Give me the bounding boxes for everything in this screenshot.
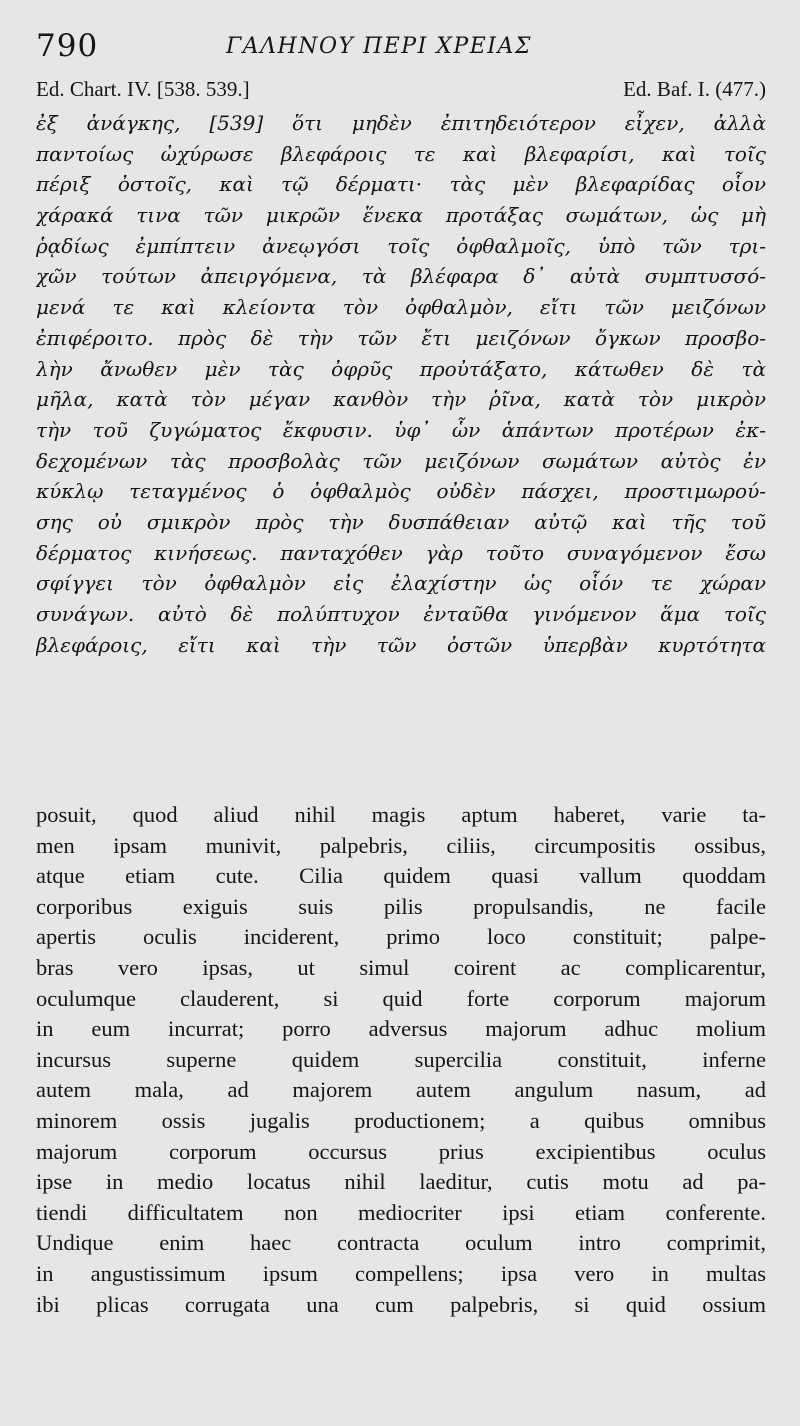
greek-line: χάρακά τινα τῶν μικρῶν ἕνεκα προτάξας σωμάτων, ὡς μὴ <box>36 203 766 228</box>
greek-line: μῆλα, κατὰ τὸν μέγαν κανθὸν τὴν ῥῖνα, κατὰ τὸν μικρὸν <box>36 387 766 412</box>
latin-line: posuit, quod aliud nihil magis aptum haberet, varie ta- <box>36 802 766 827</box>
page-header <box>36 28 766 68</box>
latin-text <box>36 800 766 1320</box>
latin-line: in eum incurrat; porro adversus majorum adhuc molium <box>36 1016 766 1042</box>
greek-line: κύκλῳ τεταγμένος ὁ ὀφθαλμὸς οὐδὲν πάσχει, προστιμωρού- <box>36 479 766 504</box>
greek-line: λὴν ἄνωθεν μὲν τὰς ὀφρῦς προὐτάξατο, κάτωθεν δὲ τὰ <box>36 356 766 381</box>
page-number: 790 <box>36 28 99 64</box>
latin-line: bras vero ipsas, ut simul coirent ac complicarentur, <box>36 954 766 980</box>
greek-line: δεχομένων τὰς προσβολὰς τῶν μειζόνων σωμάτων αὐτὸς ἐν <box>36 448 766 473</box>
edition-basel: Ed. Baf. I. (477.) <box>623 77 766 101</box>
latin-line: in angustissimum ipsum compellens; ipsa vero in multas <box>36 1260 766 1286</box>
greek-line: τὴν τοῦ ζυγώματος ἔκφυσιν. ὑφ᾽ ὧν ἁπάντων προτέρων ἐκ- <box>36 417 766 442</box>
latin-line: oculumque clauderent, si quid forte corporum majorum <box>36 985 766 1011</box>
edition-reference <box>36 77 766 105</box>
greek-text <box>36 108 766 660</box>
greek-line: ἐξ ἀνάγκης, [539] ὅτι μηδὲν ἐπιτηδειότερον εἶχεν, ἀλλὰ <box>36 111 766 135</box>
latin-line: atque etiam cute. Cilia quidem quasi vallum quoddam <box>36 863 766 889</box>
greek-line: ἐπιφέροιτο. πρὸς δὲ τὴν τῶν ἔτι μειζόνων ὄγκων προσβο- <box>36 325 766 350</box>
latin-line: ipse in medio locatus nihil laeditur, cutis motu ad pa- <box>36 1169 766 1195</box>
greek-line: δέρματος κινήσεως. πανταχόθεν γὰρ τοῦτο συναγόμενον ἔσω <box>36 540 766 565</box>
latin-line: autem mala, ad majorem autem angulum nasum, ad <box>36 1077 766 1103</box>
latin-line: tiendi difficultatem non mediocriter ipsi etiam conferente. <box>36 1199 766 1225</box>
greek-line: πέριξ ὀστοῖς, καὶ τῷ δέρματι· τὰς μὲν βλεφαρίδας οἷον <box>36 172 766 197</box>
greek-line: βλεφάροις, εἴτι καὶ τὴν τῶν ὀστῶν ὑπερβὰν κυρτότητα <box>36 632 766 657</box>
latin-line: Undique enim haec contracta oculum intro comprimit, <box>36 1230 766 1256</box>
edition-chartier: Ed. Chart. IV. [538. 539.] <box>36 77 250 101</box>
greek-line: χῶν τούτων ἀπειργόμενα, τὰ βλέφαρα δ᾽ αὐτὰ συμπτυσσό- <box>36 264 766 289</box>
running-title: ΓΑΛΗΝΟΥ ΠΕΡΙ ΧΡΕΙΑΣ <box>226 34 532 59</box>
greek-line: συνάγων. αὐτὸ δὲ πολύπτυχον ἐνταῦθα γινόμενον ἅμα τοῖς <box>36 602 766 626</box>
greek-line: μενά τε καὶ κλείοντα τὸν ὀφθαλμὸν, εἴτι τῶν μειζόνων <box>36 295 766 320</box>
greek-line: παντοίως ὠχύρωσε βλεφάροις τε καὶ βλεφαρίσι, καὶ τοῖς <box>36 141 766 166</box>
latin-line: majorum corporum occursus prius excipientibus oculus <box>36 1138 766 1164</box>
greek-line: ῥᾳδίως ἐμπίπτειν ἀνεῳγόσι τοῖς ὀφθαλμοῖς, ὑπὸ τῶν τρι- <box>36 233 766 258</box>
latin-line: minorem ossis jugalis productionem; a quibus omnibus <box>36 1107 766 1133</box>
latin-line: men ipsam munivit, palpebris, ciliis, circumpositis ossibus, <box>36 832 766 858</box>
latin-line: corporibus exiguis suis pilis propulsandis, ne facile <box>36 893 766 919</box>
latin-line: incursus superne quidem supercilia constituit, inferne <box>36 1046 766 1072</box>
greek-line: σφίγγει τὸν ὀφθαλμὸν εἰς ἐλαχίστην ὡς οἷόν τε χώραν <box>36 571 766 596</box>
greek-line: σης οὐ σμικρὸν πρὸς τὴν δυσπάθειαν αὐτῷ καὶ τῆς τοῦ <box>36 509 766 534</box>
latin-line: ibi plicas corrugata una cum palpebris, si quid ossium <box>36 1291 766 1317</box>
latin-line: apertis oculis inciderent, primo loco constituit; palpe- <box>36 924 766 950</box>
